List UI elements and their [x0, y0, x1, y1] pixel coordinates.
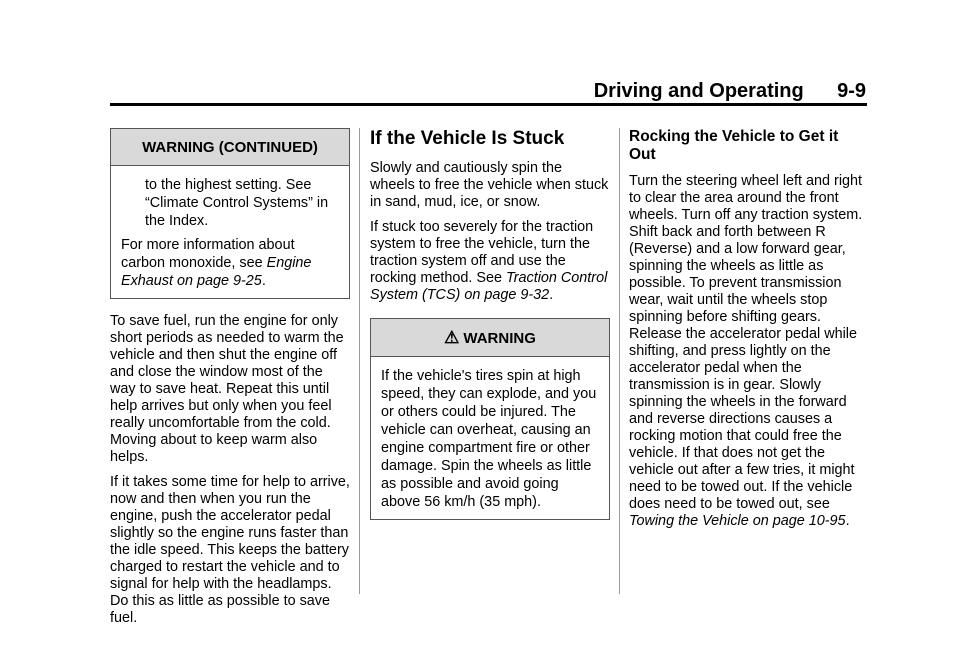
- column-3: [629, 128, 869, 538]
- stuck-heading: If the Vehicle Is Stuck: [370, 128, 565, 149]
- engine-exhaust-reference[interactable]: Engine Exhaust on page 9-25: [121, 255, 312, 289]
- towing-reference[interactable]: Towing the Vehicle on page 10-95: [629, 513, 846, 529]
- warning-icon: ⚠: [444, 328, 460, 347]
- warning-continued-title: WARNING (CONTINUED): [111, 129, 349, 166]
- fuel-paragraph: To save fuel, run the engine for only short periods as needed to warm the vehicle and then shut the engine off and close the window most of the way to save heat. Repeat this until help arrives but only when you feel really uncomfortable from the cold. Moving about to keep warm also helps.: [110, 313, 344, 465]
- page-header: [560, 80, 866, 102]
- page-number: 9-9: [837, 80, 866, 102]
- warning-more-end: .: [261, 273, 266, 289]
- stuck-paragraph-2-end: .: [549, 287, 554, 303]
- rocking-paragraph: [629, 173, 869, 530]
- tcs-reference[interactable]: Traction Control System (TCS) on page 9-32: [370, 270, 608, 303]
- battery-paragraph: If it takes some time for help to arrive, now and then when you run the engine, push the accelerator pedal slightly so the engine runs faster than the idle speed. This keeps the battery charged to restart the vehicle and to signal for help with the headlamps. Do this as little as possible to save fuel.: [110, 474, 350, 626]
- warning-title-text: WARNING: [463, 330, 536, 347]
- stuck-paragraph-2-text: If stuck too severely for the traction system to free the vehicle, turn the traction system off and use the rocking method. See: [370, 219, 594, 286]
- header-rule: [110, 103, 867, 106]
- warning-more-info: [121, 236, 339, 290]
- stuck-paragraph-2: [370, 219, 610, 304]
- warning-box: [370, 318, 610, 520]
- column-divider-2: [619, 128, 620, 594]
- warning-continued-box: [110, 128, 350, 299]
- column-divider-1: [359, 128, 360, 594]
- stuck-paragraph-1: Slowly and cautiously spin the wheels to free the vehicle when stuck in sand, mud, ice, or snow.: [370, 160, 609, 210]
- rocking-heading: Rocking the Vehicle to Get it Out: [629, 128, 839, 163]
- column-1: [110, 128, 350, 635]
- column-2: [370, 128, 610, 534]
- warning-text: If the vehicle's tires spin at high speed, they can explode, and you or others could be injured. The vehicle can overheat, causing an engine compartment fire or other damage. Spin the wheels as little as possible and avoid going above 56 km/h (35 mph).: [381, 368, 597, 510]
- warning-title: [371, 319, 609, 357]
- warning-more-text: For more information about carbon monoxide, see: [121, 237, 295, 271]
- warning-continued-body: [111, 166, 349, 298]
- section-title: Driving and Operating: [593, 80, 804, 102]
- rocking-paragraph-end: .: [845, 513, 850, 529]
- rocking-paragraph-text: Turn the steering wheel left and right to clear the area around the front wheels. Turn off any traction system. Shift back and forth between R (Reverse) and a low forward gear, spinning the wheels as little as possible. To prevent transmission wear, wait until the wheels stop spinning before shifting gears. Release the accelerator pedal while shifting, and press lightly on the accelerator pedal when the transmission is in gear. Slowly spinning the wheels in the forward and reverse directions causes a rocking motion that could free the vehicle. If that does not get the vehicle out after a few tries, it might need to be towed out. If the vehicle does need to be towed out, see: [629, 173, 863, 512]
- warning-continued-text: to the highest setting. See “Climate Control Systems” in the Index.: [145, 177, 329, 229]
- warning-body: [371, 357, 609, 519]
